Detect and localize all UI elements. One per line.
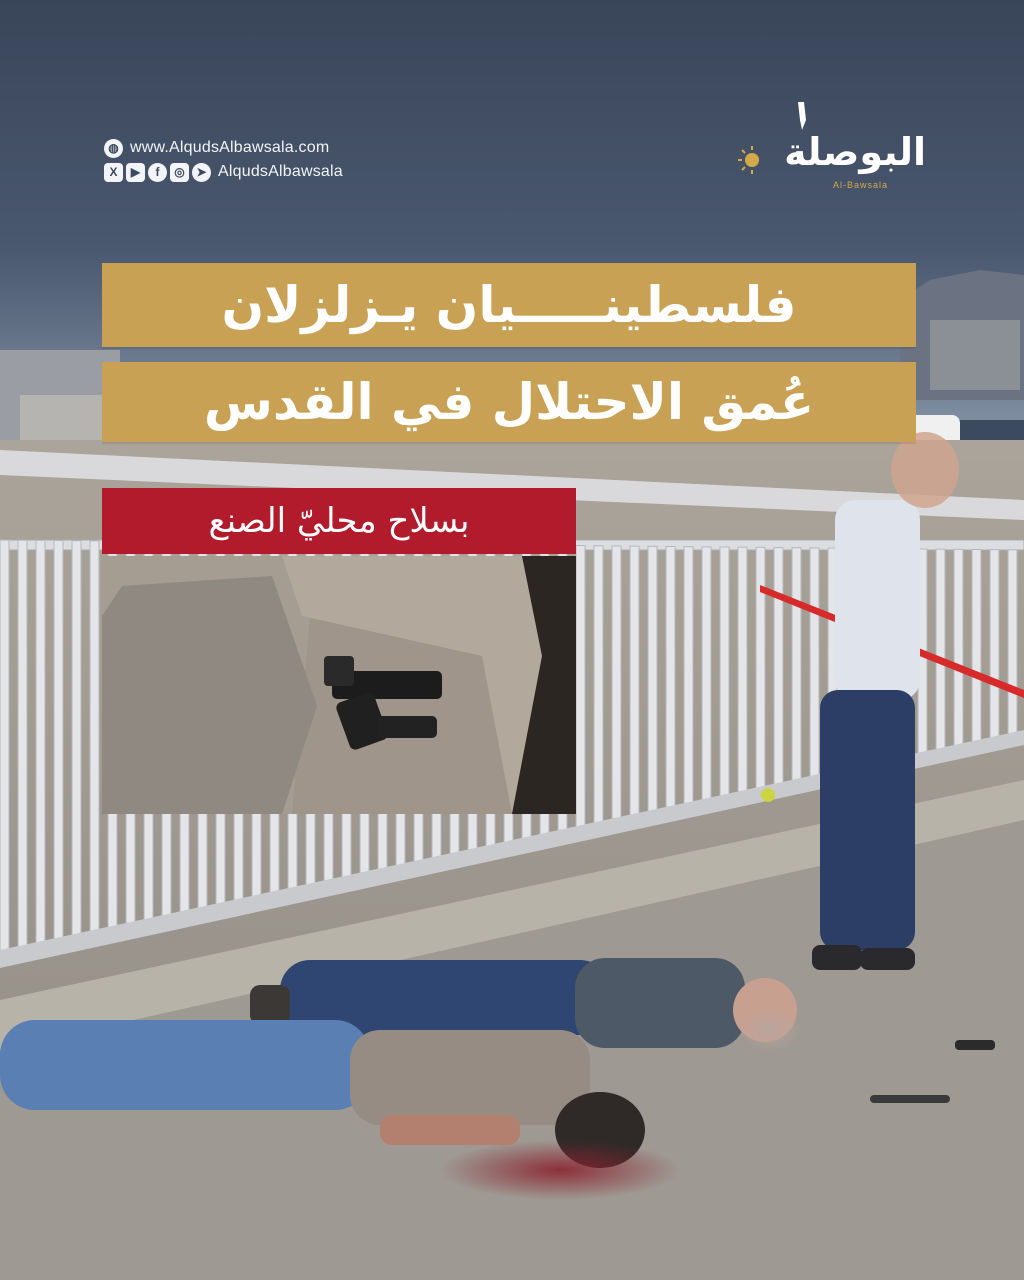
fence-bar: [972, 549, 981, 751]
albawsala-logo: [738, 100, 928, 190]
subheadline-banner: بسلاح محليّ الصنع: [102, 488, 576, 554]
facebook-icon[interactable]: f: [148, 163, 167, 182]
globe-icon: ◍: [104, 139, 123, 158]
fence-bar: [90, 541, 99, 941]
logo-latin: Al-Bawsala: [832, 180, 888, 190]
fence-bar: [72, 541, 81, 945]
contact-info: [104, 136, 343, 184]
website-row: [104, 136, 343, 160]
fence-bar: [792, 548, 801, 790]
fence-bar: [720, 547, 729, 805]
fence-bar: [576, 546, 585, 837]
fence-bar: [594, 546, 603, 833]
fence-bar: [774, 548, 783, 794]
fence-bar: [18, 540, 27, 956]
social-handle: AlqudsAlbawsala: [218, 163, 343, 180]
fence-bar: [936, 549, 945, 759]
fence-bar: [648, 546, 657, 820]
fence-bar: [54, 541, 63, 949]
telegram-icon[interactable]: ➤: [192, 163, 211, 182]
logo-wordmark: البوصلة: [784, 130, 926, 174]
youtube-icon[interactable]: ▶: [126, 163, 145, 182]
headline-line-2: عُمق الاحتلال في القدس: [102, 362, 916, 442]
fence-bar: [756, 547, 765, 797]
instagram-icon[interactable]: ◎: [170, 163, 189, 182]
x-icon[interactable]: X: [104, 163, 123, 182]
fence-bar: [612, 546, 621, 829]
fence-bar: [630, 546, 639, 824]
website-url[interactable]: www.AlqudsAlbawsala.com: [130, 139, 330, 156]
fence-bar: [990, 550, 999, 748]
fence-bar: [1008, 550, 1017, 744]
fence-bar: [684, 547, 693, 813]
fence-bar: [954, 549, 963, 755]
social-row: [104, 160, 343, 184]
fence-bar: [810, 548, 819, 786]
weapon-inset-photo: [102, 556, 576, 814]
fence-bar: [0, 540, 9, 960]
headline-line-1: فلسطينـــــيان يـزلزلان: [102, 263, 916, 347]
fence-bar: [666, 547, 675, 817]
fence-bar: [738, 547, 747, 801]
fence-bar: [36, 540, 45, 952]
fence-bar: [702, 547, 711, 809]
map-icon: [798, 102, 806, 130]
